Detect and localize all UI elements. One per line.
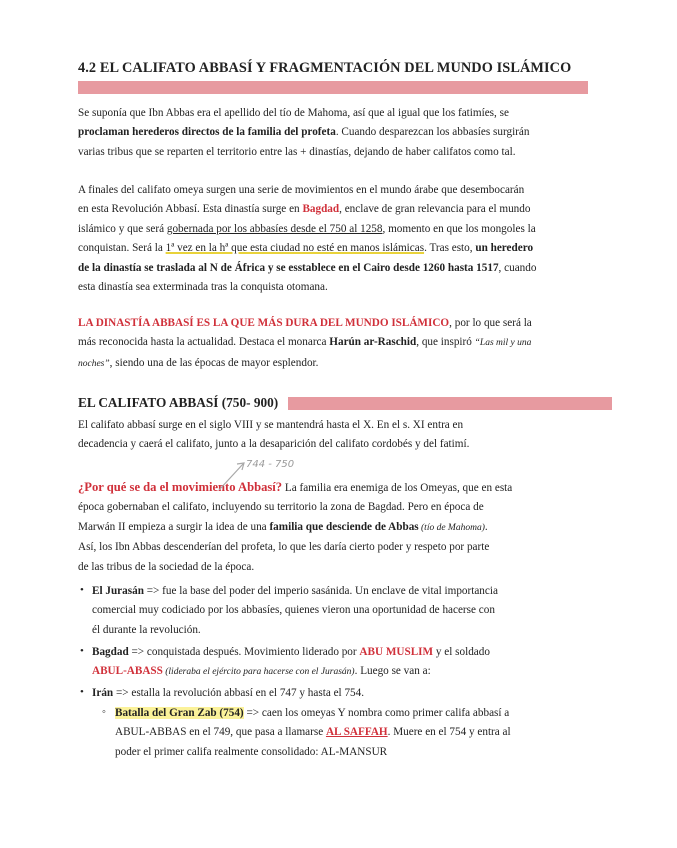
bold-text: El Jurasán (92, 585, 144, 597)
red-keyword: Bagdad (302, 203, 340, 216)
text: => fue la base del poder del imperio sasánida. Un enclave de vital importancia (143, 585, 498, 597)
list-item-jurasan (92, 582, 594, 640)
text: Se suponía que Ibn Abbas era el apellido del tío de Mahoma, así que al igual que los fatimíes, se (78, 107, 509, 119)
text: . (484, 520, 488, 533)
list-item-iran (92, 684, 594, 703)
question-heading: ¿Por qué se da el movimiento Abbasí? (78, 480, 283, 494)
title-highlight-bar (78, 81, 588, 94)
text: de las tribus de la sociedad de la época. (78, 560, 255, 573)
bold-text: proclaman herederos directos de la familia del profeta (78, 126, 336, 139)
bold-text: de la dinastía se traslada al N de África y se esstablece en el Cairo desde 1260 hasta 1517 (78, 261, 499, 274)
bold-text: Bagdad (92, 646, 129, 658)
bullet-dot: • (80, 584, 84, 596)
text: A finales del califato omeya surgen una serie de movimientos en el mundo árabe que desembocarán (78, 184, 525, 196)
text: => conquistada después. Movimiento liderado por (128, 646, 360, 658)
red-keyword: ABUL-ABASS (92, 665, 163, 678)
text: , enclave de gran relevancia para el mundo (339, 203, 531, 216)
paragraph-revolution (78, 181, 594, 297)
red-underlined-keyword: AL SAFFAH (325, 726, 388, 739)
section-heading: EL CALIFATO ABBASÍ (750- 900) (78, 395, 279, 410)
bullet-dot: • (80, 645, 84, 657)
text: islámico y que será (78, 222, 167, 235)
text: más reconocida hasta la actualidad. Destaca el monarca (78, 336, 330, 349)
red-keyword: ABU MUSLIM (359, 646, 434, 658)
text: conquistan. Será la (78, 242, 166, 255)
handwritten-arrow-icon (215, 458, 255, 494)
paragraph-califato (78, 416, 594, 455)
text: Marwán II empieza a surgir la idea de una (78, 520, 270, 533)
section-highlight-bar (288, 397, 612, 410)
text: , por lo que será la (449, 317, 532, 329)
paragraph-dynasty (78, 314, 594, 374)
text: , siendo una de las épocas de mayor esplendor. (109, 356, 319, 369)
text: poder el primer califa realmente consolidado: AL-MANSUR (115, 745, 388, 758)
text: esta dinastía sea exterminada tras la conquista otomana. (78, 281, 328, 294)
text: El califato abbasí surge en el siglo VIII y se mantendrá hasta el X. En el s. XI entra en (78, 419, 464, 431)
text: . Luego se van a: (354, 665, 431, 678)
bold-text: Irán (92, 687, 114, 699)
text: decadencia y caerá el califato, junto a la desaparición del califato cordobés y del fatimí. (78, 438, 470, 451)
text: él durante la revolución. (92, 623, 201, 636)
text: Así, los Ibn Abbas descenderían del profeta, lo que les daría cierto poder y respeto por parte (78, 541, 490, 554)
text: , cuando (498, 261, 537, 274)
text: varias tribus que se reparten el territorio entre las + dinastías, dejando de haber califatos como tal. (78, 145, 516, 158)
bullet-dot: • (80, 686, 84, 698)
italic-note: (tío de Mahoma) (418, 522, 485, 533)
underlined-text: gobernada por los abbasíes desde el 750 al 1258 (166, 222, 383, 235)
text: . Muere en el 754 y entra al (387, 726, 511, 739)
handwritten-annotation: 744 - 750 (246, 459, 295, 470)
text: La familia era enemiga de los Omeyas, que en esta (282, 482, 513, 494)
text: . Tras esto, (424, 242, 476, 255)
text: y el soldado (433, 646, 490, 658)
text: comercial muy codiciado por los abbasíes, quienes vieron una oportunidad de hacerse con (92, 604, 495, 617)
paragraph-why (78, 478, 594, 577)
italic-note: (lideraba el ejército para hacerse con el Jurasán) (162, 667, 355, 678)
bold-text: familia que desciende de Abbas (269, 520, 419, 533)
italic-text: “Las mil y una (474, 338, 532, 349)
sub-bullet-circle: ◦ (102, 706, 106, 718)
text: ABUL-ABBAS en el 749, que pasa a llamarse (115, 726, 326, 739)
highlighted-bold-text: Batalla del Gran Zab (754) (115, 707, 244, 719)
text: , que inspiró (416, 336, 475, 349)
sub-list-item-gran-zab (115, 704, 594, 762)
text: . Cuando desparezcan los abbasíes surgirán (335, 126, 530, 139)
text: época gobernaban el califato, incluyendo su territorio la zona de Bagdad. Pero en época de (78, 501, 484, 514)
yellow-underlined-text: 1ª vez en la hª que esta ciudad no esté en manos islámicas (165, 242, 425, 255)
paragraph-intro (78, 104, 594, 162)
bold-text: un heredero (475, 242, 534, 255)
red-heading-text: LA DINASTÍA ABBASÍ ES LA QUE MÁS DURA DEL MUNDO ISLÁMICO (78, 317, 450, 329)
page-title: 4.2 EL CALIFATO ABBASÍ Y FRAGMENTACIÓN DEL MUNDO ISLÁMICO (78, 60, 572, 76)
text: , momento en que los mongoles la (382, 222, 536, 235)
text: => estalla la revolución abbasí en el 747 y hasta el 754. (113, 687, 365, 699)
list-item-bagdad (92, 643, 594, 683)
text: en esta Revolución Abbasí. Esta dinastía surge en (78, 203, 303, 216)
italic-text: noches” (78, 358, 110, 369)
bold-text: Harún ar-Raschid (329, 336, 417, 349)
text: => caen los omeyas Y nombra como primer califa abbasí a (243, 707, 510, 719)
